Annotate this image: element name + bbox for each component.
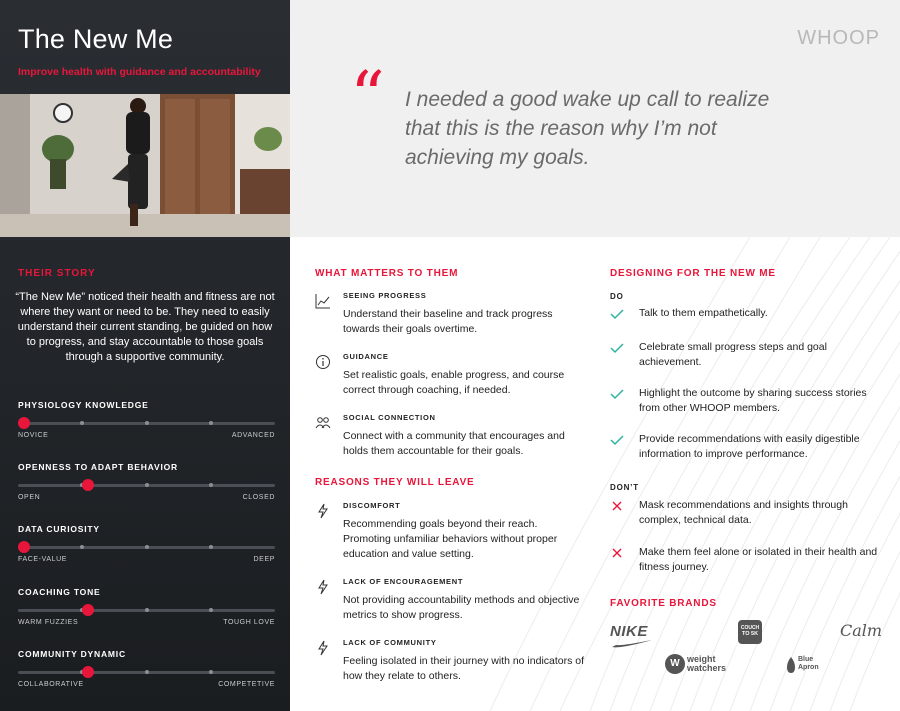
slider-low-label: OPEN: [18, 494, 41, 501]
dont-item-text: Make them feel alone or isolated in their health and fitness journey.: [639, 546, 878, 573]
do-label: DO: [610, 292, 624, 301]
dont-label: DON’T: [610, 483, 639, 492]
slider-knob: [82, 604, 94, 616]
do-item-text: Provide recommendations with easily digestible information to improve performance.: [639, 433, 860, 460]
attribute-slider: [18, 524, 275, 569]
brands-heading: FAVORITE BRANDS: [610, 598, 717, 609]
leave-item-text: Not providing accountability methods and objective metrics to show progress.: [343, 594, 580, 621]
attribute-slider: [18, 587, 275, 632]
slider-tick: [145, 421, 149, 425]
story-text: “The New Me” noticed their health and fitness are not where they want or need to be. They need to easily understand their current standing, be guided on how to progress, and stay accountable to those goals through a supportive community.: [15, 291, 275, 363]
leave-item-title: DISCOMFORT: [343, 501, 401, 510]
couch-to-5k-logo: COUCH TO 5K: [738, 620, 762, 644]
lightning-icon: [315, 579, 331, 595]
check-icon: [610, 342, 624, 354]
attribute-slider: [18, 400, 275, 445]
slider-knob: [18, 541, 30, 553]
do-item-text: Talk to them empathetically.: [639, 307, 768, 319]
weight-watchers-logo: W weight watchers: [665, 654, 735, 676]
quote-panel: [290, 0, 900, 237]
slider-label: COMMUNITY DYNAMIC: [18, 649, 126, 659]
slider-knob: [82, 666, 94, 678]
designing-heading: DESIGNING FOR THE NEW ME: [610, 268, 776, 279]
persona-title: The New Me: [18, 24, 174, 54]
matters-item-text: Connect with a community that encourages and holds them accountable for their goals.: [343, 430, 565, 457]
matters-heading: WHAT MATTERS TO THEM: [315, 268, 459, 279]
quote-text: I needed a good wake up call to realize that this is the reason why I’m not achieving my goals.: [405, 88, 770, 169]
do-item-text: Highlight the outcome by sharing success stories from other WHOOP members.: [639, 387, 867, 414]
slider-tick: [209, 545, 213, 549]
slider-high-label: DEEP: [253, 556, 275, 563]
do-item-text: Celebrate small progress steps and goal achievement.: [639, 341, 827, 368]
slider-low-label: WARM FUZZIES: [18, 619, 79, 626]
persona-subtitle: Improve health with guidance and accountability: [18, 66, 261, 78]
slider-knob: [18, 417, 30, 429]
matters-item-title: SEEING PROGRESS: [343, 291, 427, 300]
leave-item-title: LACK OF COMMUNITY: [343, 638, 437, 647]
matters-item-text: Understand their baseline and track progress towards their goals overtime.: [343, 308, 553, 335]
slider-tick: [145, 670, 149, 674]
slider-label: PHYSIOLOGY KNOWLEDGE: [18, 400, 149, 410]
check-icon: [610, 308, 624, 320]
blue-apron-logo: Blue Apron: [786, 655, 826, 675]
leave-item-title: LACK OF ENCOURAGEMENT: [343, 577, 464, 586]
slider-high-label: CLOSED: [242, 494, 275, 501]
lightning-icon: [315, 640, 331, 656]
dont-item-text: Mask recommendations and insights through complex, technical data.: [639, 499, 848, 526]
leave-item-text: Feeling isolated in their journey with no indicators of how they relate to others.: [343, 655, 585, 682]
slider-low-label: NOVICE: [18, 432, 49, 439]
persona-panel: [0, 0, 290, 711]
people-icon: [315, 415, 331, 431]
details-panel: [290, 237, 900, 711]
slider-high-label: ADVANCED: [231, 432, 275, 439]
x-icon: [610, 500, 624, 512]
check-icon: [610, 434, 624, 446]
slider-label: OPENNESS TO ADAPT BEHAVIOR: [18, 462, 178, 472]
quote-icon: “: [350, 58, 385, 137]
slider-tick: [209, 421, 213, 425]
info-circle-icon: [315, 354, 331, 370]
chart-line-icon: [315, 293, 331, 309]
slider-tick: [145, 545, 149, 549]
slider-knob: [82, 479, 94, 491]
lightning-icon: [315, 503, 331, 519]
matters-item-text: Set realistic goals, enable progress, and course correct through coaching, if needed.: [343, 369, 565, 396]
whoop-logo: WHOOP: [797, 27, 880, 49]
calm-logo: Calm: [840, 621, 883, 640]
attribute-slider: [18, 649, 275, 694]
slider-low-label: COLLABORATIVE: [18, 681, 84, 688]
slider-tick: [145, 608, 149, 612]
slider-label: COACHING TONE: [18, 587, 101, 597]
slider-low-label: FACE-VALUE: [18, 556, 68, 563]
persona-photo: [0, 94, 290, 237]
check-icon: [610, 388, 624, 400]
leave-heading: REASONS THEY WILL LEAVE: [315, 477, 475, 488]
slider-tick: [209, 670, 213, 674]
nike-logo: NIKE: [610, 623, 660, 649]
slider-high-label: COMPETETIVE: [218, 681, 275, 688]
story-heading: THEIR STORY: [18, 268, 96, 279]
matters-item-title: GUIDANCE: [343, 352, 389, 361]
slider-tick: [209, 608, 213, 612]
attribute-slider: [18, 462, 275, 507]
slider-label: DATA CURIOSITY: [18, 524, 100, 534]
x-icon: [610, 547, 624, 559]
slider-tick: [145, 483, 149, 487]
slider-tick: [209, 483, 213, 487]
slider-high-label: TOUGH LOVE: [223, 619, 275, 626]
matters-item-title: SOCIAL CONNECTION: [343, 413, 436, 422]
leave-item-text: Recommending goals beyond their reach. Promoting unfamiliar behaviors without proper education and value setting.: [343, 518, 558, 560]
